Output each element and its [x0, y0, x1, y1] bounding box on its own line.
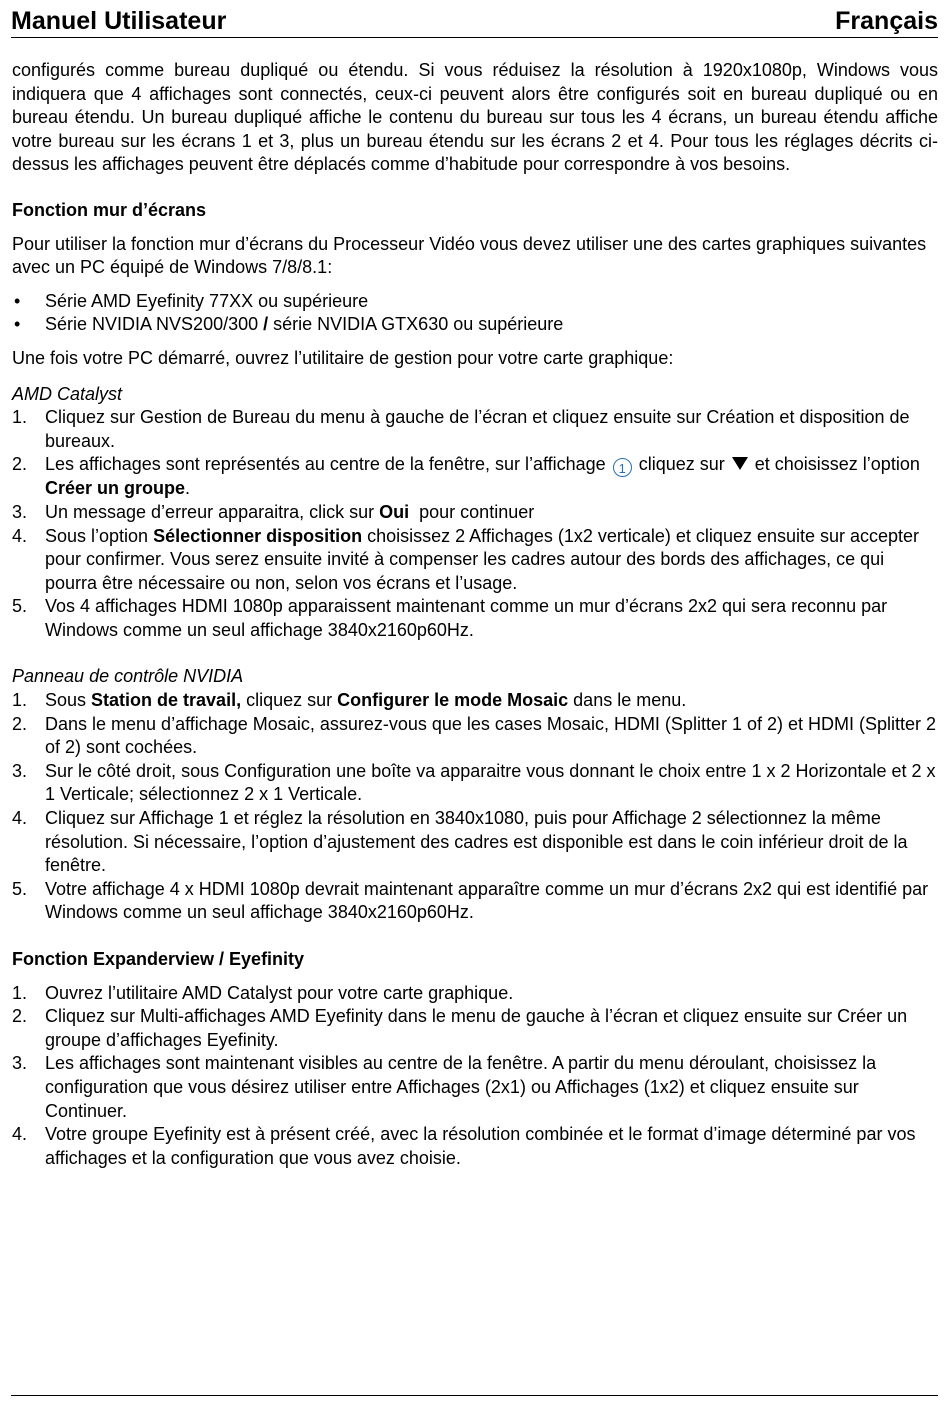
page-header [11, 5, 938, 38]
document-body [12, 59, 938, 1170]
list-item: 1. Cliquez sur Gestion de Bureau du menu à gauche de l’écran et cliquez ensuite sur Création et disposition de bureaux. [12, 407, 910, 451]
list-item: 1. Ouvrez l’utilitaire AMD Catalyst pour votre carte graphique. [12, 982, 514, 1003]
list-item: 5. Vos 4 affichages HDMI 1080p apparaissent maintenant comme un mur d’écrans 2x2 qui sera reconnu par Windows comme un seul affichage 3840x2160p60Hz. [12, 596, 888, 640]
amd-title: AMD Catalyst [12, 383, 123, 404]
bullet-icon: • [14, 314, 21, 335]
list-item: 3. Les affichages sont maintenant visibles au centre de la fenêtre. A partir du menu déroulant, choisissez la configuration que vous désirez utiliser entre Affichages (2x1) ou Affichages (1x2) et cliquez ensuite sur Continuer. [12, 1053, 877, 1121]
list-item: 2. Cliquez sur Multi-affichages AMD Eyefinity dans le menu de gauche à l’écran et cliquez ensuite sur Créer un groupe d’affichages Eyefinity. [12, 1006, 908, 1050]
header-title: Manuel Utilisateur [11, 7, 227, 35]
nvidia-title: Panneau de contrôle NVIDIA [12, 666, 244, 687]
list-item: 5. Votre affichage 4 x HDMI 1080p devrait maintenant apparaître comme un mur d’écrans 2x2 qui est identifié par Windows comme un seul affichage 3840x2160p60Hz. [12, 878, 929, 923]
list-item: 4. Cliquez sur Affichage 1 et réglez la résolution en 3840x1080, puis pour Affichage 2 sélectionnez la même résolution. Si nécessaire, l’option d’ajustement des cadres est disponible est dans le coin inférieur droit de la fenêtre. [12, 808, 908, 876]
expanderview-steps [12, 982, 938, 1171]
dropdown-triangle-icon [732, 457, 748, 470]
list-item: 3. Sur le côté droit, sous Configuration une boîte va apparaitre vous donnant le choix entre 1 x 2 Horizontale et 2 x 1 Verticale; sélectionnez 2 x 1 Verticale. [12, 760, 936, 805]
list-item: 4. Votre groupe Eyefinity est à présent créé, avec la résolution combinée et le format d’image déterminé par vos affichages et la configuration que vous avez choisie. [12, 1124, 916, 1168]
section-heading-wall: Fonction mur d’écrans [12, 199, 207, 220]
footer-rule [11, 1395, 938, 1396]
list-item: 4. Sous l’option Sélectionner disposition choisissez 2 Affichages (1x2 verticale) et cliquez ensuite sur accepter pour confirmer. Vous serez ensuite invité à compenser les cadres autour des bords des affichages, ce qui pourra être nécessaire ou non, selon vos écrans et l’usage. [12, 525, 920, 593]
list-item: 1. Sous Station de travail, cliquez sur Configurer le mode Mosaic dans le menu. [12, 690, 687, 711]
bullet-icon: • [14, 290, 21, 311]
wall-paragraph: Pour utiliser la fonction mur d’écrans du Processeur Vidéo vous devez utiliser une des cartes graphiques suivantes avec un PC équipé de Windows 7/8/8.1: [12, 233, 927, 278]
header-language: Français [835, 7, 938, 35]
section-heading-expanderview: Fonction Expanderview / Eyefinity [12, 949, 305, 969]
nvidia-steps [12, 689, 938, 925]
list-item: 2. Dans le menu d’affichage Mosaic, assurez-vous que les cases Mosaic, HDMI (Splitter 1 of 2) et HDMI (Splitter 2 of 2) sont cochées. [12, 713, 937, 758]
intro-paragraph: configurés comme bureau dupliqué ou étendu. Si vous réduisez la résolution à 1920x1080p, Windows vous indiquera que 4 affichages sont connectés, ceux-ci peuvent alors être configurés soit en bureau dupliqué ou en bureau étendu. Un bureau dupliqué affiche le contenu du bureau sur tous les 4 écrans, un bureau étendu affiche votre bureau sur les écrans 1 et 3, plus un bureau étendu sur les écrans 2 et 4. Pour tous les réglages décrits ci-dessus les affichages peuvent être déplacés comme d’habitude pour correspondre à vos besoins. [12, 60, 938, 175]
wall-after-paragraph: Une fois votre PC démarré, ouvrez l’utilitaire de gestion pour votre carte graphique: [12, 347, 674, 368]
graphics-card-list [12, 290, 938, 337]
amd-steps [12, 406, 938, 642]
list-item: • Série AMD Eyefinity 77XX ou supérieure [12, 290, 938, 314]
list-item: • Série NVIDIA NVS200/300 / série NVIDIA GTX630 ou supérieure [12, 313, 938, 337]
list-item: 2. Les affichages sont représentés au centre de la fenêtre, sur l’affichage 1 cliquez sur et choisissez l’option Créer un groupe. [12, 454, 920, 499]
display-1-icon: 1 [613, 458, 632, 477]
list-item: 3. Un message d’erreur apparaitra, click sur Oui pour continuer [12, 501, 535, 522]
